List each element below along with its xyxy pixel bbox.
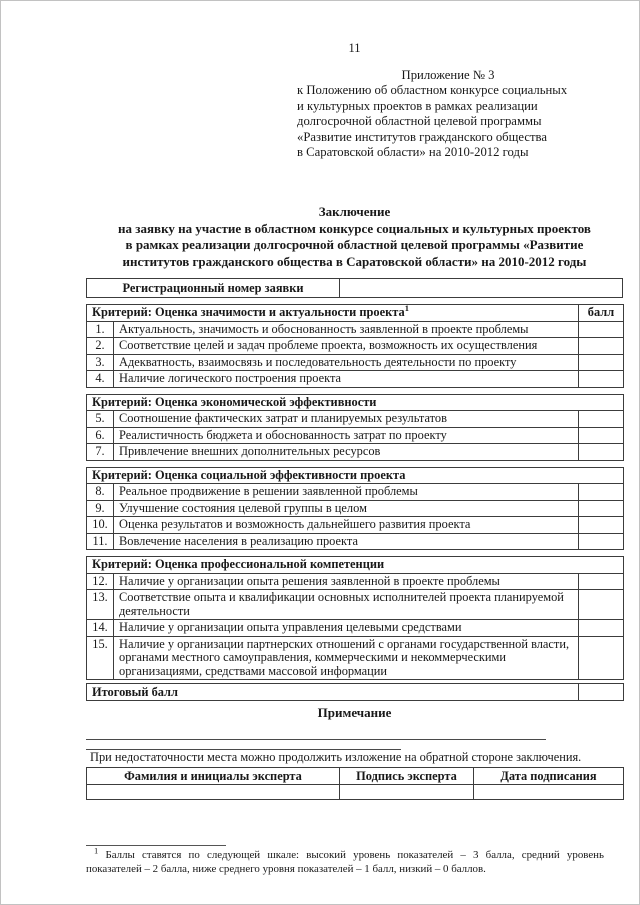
row-text: Наличие логического построения проекта xyxy=(114,371,579,388)
experts-value-row xyxy=(87,785,624,800)
criteria-table-competence xyxy=(86,556,624,680)
expert-name-cell xyxy=(87,785,340,800)
appendix-line: долгосрочной областной целевой программы xyxy=(297,114,542,129)
total-score-table xyxy=(86,683,624,701)
signing-date-header: Дата подписания xyxy=(474,768,624,785)
score-cell xyxy=(579,321,624,338)
document-content xyxy=(86,1,623,876)
criterion-row xyxy=(87,533,624,550)
footnote-text: $^1$ Баллы ставятся по следующей шкале: высокий уровень показателей – 3 балла, средний уровень показателей – 2 балла, ниже среднего уровня показателей – 1 балл, низкий – 0 баллов. xyxy=(86,845,604,875)
criteria-table-social xyxy=(86,467,624,551)
footnote-ref-mark: 1 xyxy=(94,845,99,856)
title-line: институтов гражданского общества в Саратовской области» на 2010-2012 годы xyxy=(122,253,587,269)
criterion-row xyxy=(87,573,624,590)
row-text: Актуальность, значимость и обоснованность заявленной в проекте проблемы xyxy=(114,321,579,338)
score-cell xyxy=(579,636,624,680)
row-text: Наличие у организации опыта решения заявленной в проекте проблемы xyxy=(114,573,579,590)
row-number: 7. xyxy=(87,444,114,461)
section-header: Критерий: Оценка социальной эффективности проекта xyxy=(87,467,624,484)
criterion-row xyxy=(87,590,624,620)
row-text: Реалистичность бюджета и обоснованность затрат по проекту xyxy=(114,427,579,444)
footnote-ref: 1 xyxy=(404,303,409,314)
title-line: в рамках реализации долгосрочной областной целевой программы «Развитие xyxy=(125,237,584,253)
score-cell xyxy=(579,484,624,501)
footnote-divider xyxy=(86,845,226,846)
total-score-row xyxy=(87,684,624,701)
criterion-row xyxy=(87,411,624,428)
row-text: Соответствие опыта и квалификации основных исполнителей проекта планируемой деятельности xyxy=(114,590,579,620)
row-number: 4. xyxy=(87,371,114,388)
section-header-row xyxy=(87,305,624,322)
row-number: 11. xyxy=(87,533,114,550)
document-title xyxy=(86,204,623,270)
section-header: Критерий: Оценка значимости и актуальности проекта$^1$ xyxy=(87,305,579,322)
criterion-row xyxy=(87,517,624,534)
appendix-line: к Положению об областном конкурсе социальных xyxy=(297,83,568,98)
row-number: 2. xyxy=(87,338,114,355)
criterion-row xyxy=(87,636,624,680)
section-header: Критерий: Оценка экономической эффективности xyxy=(87,394,624,411)
row-text: Реальное продвижение в решении заявленной проблемы xyxy=(114,484,579,501)
title-line: на заявку на участие в областном конкурсе социальных и культурных проектов xyxy=(118,220,591,236)
experts-header-row xyxy=(87,768,624,785)
note-writing-line xyxy=(86,739,546,740)
title-heading: Заключение xyxy=(318,204,391,220)
row-text: Улучшение состояния целевой группы в целом xyxy=(114,500,579,517)
row-number: 9. xyxy=(87,500,114,517)
row-number: 15. xyxy=(87,636,114,680)
row-number: 14. xyxy=(87,620,114,637)
row-number: 12. xyxy=(87,573,114,590)
total-score-label: Итоговый балл xyxy=(87,684,579,701)
criterion-row xyxy=(87,444,624,461)
note-hint-block xyxy=(86,749,623,764)
registration-value-cell xyxy=(340,279,623,298)
score-cell xyxy=(579,444,624,461)
section-header-row xyxy=(87,394,624,411)
criterion-row xyxy=(87,484,624,501)
criteria-table-significance xyxy=(86,304,624,388)
criterion-row xyxy=(87,427,624,444)
section-header-row xyxy=(87,557,624,574)
experts-table xyxy=(86,767,624,800)
row-text: Наличие у организации опыта управления целевыми средствами xyxy=(114,620,579,637)
row-number: 8. xyxy=(87,484,114,501)
section-header: Критерий: Оценка профессиональной компетенции xyxy=(87,557,624,574)
score-cell xyxy=(579,500,624,517)
note-hint: При недостаточности места можно продолжить изложение на обратной стороне заключения. xyxy=(90,750,582,765)
criterion-row xyxy=(87,500,624,517)
row-text: Привлечение внешних дополнительных ресурсов xyxy=(114,444,579,461)
row-text: Вовлечение населения в реализацию проекта xyxy=(114,533,579,550)
criterion-row xyxy=(87,321,624,338)
criterion-row xyxy=(87,338,624,355)
score-column-header: балл xyxy=(579,305,624,322)
row-number: 5. xyxy=(87,411,114,428)
appendix-line: и культурных проектов в рамках реализации xyxy=(297,98,538,113)
score-cell xyxy=(579,371,624,388)
note-heading: Примечание xyxy=(317,705,392,721)
row-number: 10. xyxy=(87,517,114,534)
row-text: Соответствие целей и задач проблеме проекта, возможность их осуществления xyxy=(114,338,579,355)
signing-date-cell xyxy=(474,785,624,800)
score-cell xyxy=(579,590,624,620)
score-cell xyxy=(579,517,624,534)
score-cell xyxy=(579,573,624,590)
expert-signature-header: Подпись эксперта xyxy=(340,768,474,785)
criterion-row xyxy=(87,371,624,388)
registration-row xyxy=(87,279,623,298)
total-score-cell xyxy=(579,684,624,701)
score-cell xyxy=(579,411,624,428)
score-cell xyxy=(579,427,624,444)
row-text: Адекватность, взаимосвязь и последовательность деятельности по проекту xyxy=(114,354,579,371)
row-number: 3. xyxy=(87,354,114,371)
row-text: Оценка результатов и возможность дальнейшего развития проекта xyxy=(114,517,579,534)
score-cell xyxy=(579,533,624,550)
score-cell xyxy=(579,620,624,637)
section-header-row xyxy=(87,467,624,484)
appendix-line: в Саратовской области» на 2010-2012 годы xyxy=(297,145,529,160)
appendix-block xyxy=(297,68,599,160)
criterion-row xyxy=(87,620,624,637)
criterion-row xyxy=(87,354,624,371)
appendix-heading: Приложение № 3 xyxy=(401,68,495,82)
score-cell xyxy=(579,338,624,355)
row-text: Соотношение фактических затрат и планируемых результатов xyxy=(114,411,579,428)
row-number: 6. xyxy=(87,427,114,444)
row-number: 13. xyxy=(87,590,114,620)
row-number: 1. xyxy=(87,321,114,338)
registration-label: Регистрационный номер заявки xyxy=(87,279,340,298)
appendix-line: «Развитие институтов гражданского общества xyxy=(297,129,547,144)
row-text: Наличие у организации партнерских отношений с органами государственной власти, органами местного самоуправления, коммерческими и некоммерческими организациями, средствами массовой информации xyxy=(114,636,579,680)
page-number: 11 xyxy=(348,41,361,55)
expert-signature-cell xyxy=(340,785,474,800)
registration-table xyxy=(86,278,623,298)
score-cell xyxy=(579,354,624,371)
criteria-table-economic xyxy=(86,394,624,461)
expert-name-header: Фамилия и инициалы эксперта xyxy=(87,768,340,785)
